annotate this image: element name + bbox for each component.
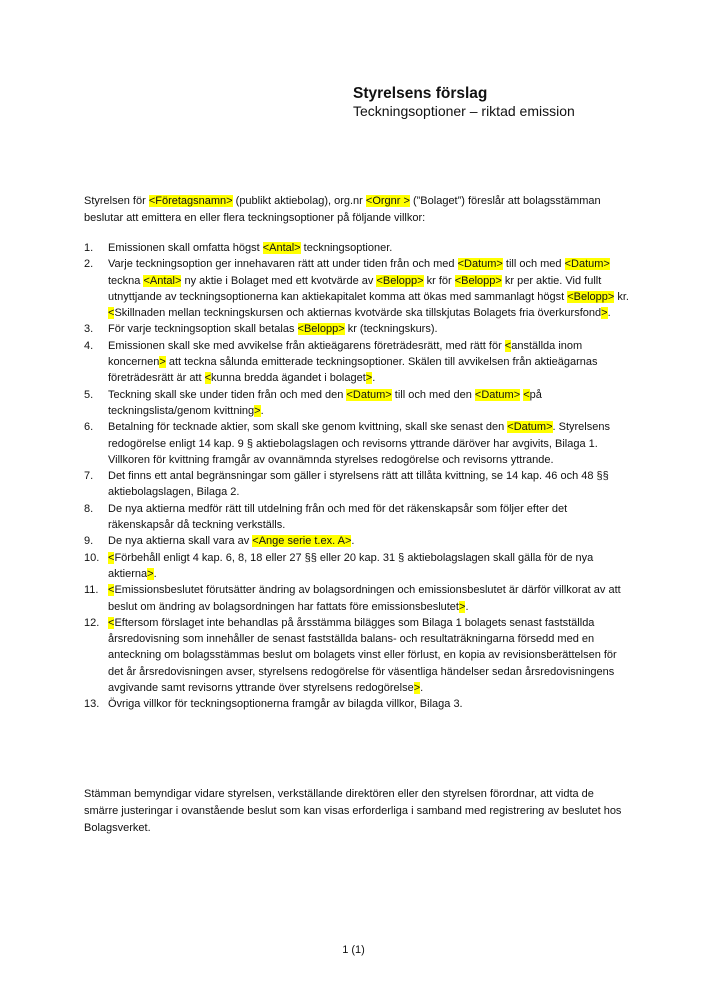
placeholder-highlight: <Datum> <box>474 388 521 401</box>
page-subtitle: Teckningsoptioner – riktad emission <box>353 103 575 119</box>
list-item-number: 10. <box>84 551 100 564</box>
placeholder-highlight: <Datum> <box>564 258 610 271</box>
text-run: Varje teckningsoption ger innehavaren rätt att under tiden från och med <box>108 258 458 271</box>
list-item <box>84 419 629 468</box>
list-item-text <box>108 698 463 710</box>
list-item <box>84 533 629 549</box>
placeholder-highlight: < <box>204 372 212 385</box>
text-run: . <box>260 404 264 417</box>
placeholder-highlight: > <box>459 600 466 613</box>
text-run: Det finns ett antal begränsningar som gäller i styrelsens rätt att tillåta kvittning, se 14 kap. 46 och 48 §§ aktiebolagslagen, Bilaga 2. <box>108 470 609 499</box>
placeholder-highlight: <Datum> <box>346 388 392 401</box>
list-item-text <box>108 584 621 612</box>
closing-paragraph: Stämman bemyndigar vidare styrelsen, verkställande direktören eller den styrelsen förordnar, att vidta de smärre justeringar i ovanstående beslut som kan visas erforderliga i samband med registrering av beslutet hos Bolagsverket. <box>84 788 622 834</box>
list-item <box>84 338 629 387</box>
text-run: De nya aktierna skall vara av <box>108 535 253 548</box>
text-run: . Styrelsens redogörelse enligt 14 kap. 9 § aktiebolagslagen och revisorns yttrande däröver har avgivits, Bilaga 1. Villkoren för kvittning framgår av ovannämnda styrelses redogörelse och revisorns yttrande. <box>108 421 610 466</box>
list-item-number: 8. <box>84 502 94 515</box>
text-run: Emissionen skall omfatta högst <box>108 242 263 254</box>
text-run: . <box>153 567 157 580</box>
placeholder-highlight: <Företagsnamn> <box>148 195 233 207</box>
text-run: till och med den <box>391 388 475 401</box>
text-run: kr för <box>423 274 455 287</box>
list-item-number: 11. <box>84 584 99 597</box>
list-item <box>84 468 629 501</box>
page-number: 1 (1) <box>342 944 365 956</box>
list-item <box>84 615 629 696</box>
placeholder-highlight: <Ange serie t.ex. A> <box>252 535 352 548</box>
placeholder-highlight: < <box>108 584 115 597</box>
list-item-number: 9. <box>84 535 94 548</box>
list-item-text <box>108 421 610 466</box>
list-item-number: 12. <box>84 616 100 629</box>
text-run: kr. <box>614 290 629 303</box>
placeholder-highlight: < <box>504 339 512 352</box>
conditions-list <box>84 240 629 713</box>
list-item-number: 13. <box>84 698 100 711</box>
list-item <box>84 550 629 583</box>
list-item <box>84 240 629 256</box>
text-run: Betalning för tecknade aktier, som skall ske genom kvittning, skall ske senast den <box>108 421 508 434</box>
text-run: . <box>420 682 424 695</box>
text-run: . <box>607 307 611 320</box>
placeholder-highlight: <Belopp> <box>454 274 502 287</box>
placeholder-highlight: <Orgnr > <box>365 195 410 207</box>
placeholder-highlight: < <box>108 616 115 629</box>
placeholder-highlight: < <box>523 388 530 401</box>
placeholder-highlight: > <box>254 404 261 417</box>
list-item-text <box>108 242 392 254</box>
list-item-number: 7. <box>84 470 94 483</box>
page-title: Styrelsens förslag <box>353 85 488 102</box>
list-item-text <box>108 535 354 547</box>
text-run: kr per aktie. Vid fullt utnyttjande av teckningsoptionerna kan aktiekapitalet komma att ökas med sammanlagt högst <box>108 274 602 303</box>
list-item-text <box>108 503 567 531</box>
text-run: att teckna sålunda emitterade teckningsoptioner. Skälen till avvikelsen från aktieägarnas företrädesrätt är att <box>108 356 598 385</box>
text-run: Styrelsen för <box>84 195 149 207</box>
text-run: Skillnaden mellan teckningskursen och aktiernas kvotvärde ska tillskjutas Bolagets fria överkursfond <box>114 307 602 320</box>
list-item-number: 4. <box>84 339 94 352</box>
text-run: För varje teckningsoption skall betalas <box>108 323 298 336</box>
placeholder-highlight: <Datum> <box>507 421 553 434</box>
list-item <box>84 387 629 420</box>
list-item-number: 3. <box>84 323 94 336</box>
text-run: på teckningslista/genom kvittning <box>108 388 542 417</box>
text-run: Förbehåll enligt 4 kap. 6, 8, 18 eller 27 §§ eller 20 kap. 31 § aktiebolagslagen skall gälla för de nya aktierna <box>108 551 594 580</box>
text-run: . <box>465 600 469 613</box>
list-item-number: 2. <box>84 258 94 271</box>
text-run: teckna <box>108 274 144 287</box>
list-item <box>84 256 629 321</box>
text-run: De nya aktierna medför rätt till utdelning från och med för det räkenskapsår som följer efter det räkenskapsår då teckning verkställs. <box>108 502 568 532</box>
text-run: (”Bolaget”) föreslår att bolagsstämman beslutar att emittera en eller flera teckningsoptioner på följande villkor: <box>84 195 601 224</box>
placeholder-highlight: > <box>413 682 421 695</box>
title-block <box>353 84 575 120</box>
text-run: . <box>372 372 376 385</box>
text-run: Emissionen skall ske med avvikelse från aktieägarens företrädesrätt, med rätt för <box>108 339 505 352</box>
list-item <box>84 582 629 615</box>
placeholder-highlight: > <box>147 567 154 580</box>
placeholder-highlight: <Antal> <box>143 274 182 287</box>
text-run: Emissionsbeslutet förutsätter ändring av bolagsordningen och emissionsbeslutet är därför villkorat av att beslut om ändring av bolagsordningen har fattats före emissionsbeslutet <box>108 584 621 613</box>
text-run: anställda inom koncernen <box>108 339 583 369</box>
list-item-text <box>108 470 609 498</box>
placeholder-highlight: < <box>108 551 115 564</box>
placeholder-highlight: <Antal> <box>262 242 301 254</box>
text-run: Teckning skall ske under tiden från och med den <box>108 388 347 401</box>
placeholder-highlight: <Datum> <box>457 258 503 271</box>
text-run: teckningsoptioner. <box>300 242 393 254</box>
text-run: . <box>351 535 355 548</box>
list-item-text <box>108 258 629 319</box>
list-item-text <box>108 340 598 385</box>
text-run: kunna bredda ägandet i bolaget <box>211 372 366 385</box>
text-run: till och med <box>502 258 565 271</box>
list-item-number: 1. <box>84 242 94 254</box>
intro-paragraph <box>84 193 629 227</box>
placeholder-highlight: <Belopp> <box>297 323 345 336</box>
list-item-text <box>108 389 542 417</box>
list-item-text <box>108 617 617 694</box>
list-item <box>84 696 629 712</box>
list-item <box>84 321 629 337</box>
placeholder-highlight: > <box>159 356 166 369</box>
text-run: kr (teckningskurs). <box>344 323 438 336</box>
list-item-text <box>108 552 593 580</box>
placeholder-highlight: > <box>601 307 608 320</box>
list-item-number: 6. <box>84 421 94 434</box>
placeholder-highlight: <Belopp> <box>376 274 424 287</box>
placeholder-highlight: < <box>108 307 115 320</box>
text-run: Övriga villkor för teckningsoptionerna framgår av bilagda villkor, Bilaga 3. <box>108 698 463 711</box>
text-run: (publikt aktiebolag), org.nr <box>232 195 366 207</box>
placeholder-highlight: <Belopp> <box>567 290 615 303</box>
list-item-number: 5. <box>84 388 94 401</box>
text-run: Eftersom förslaget inte behandlas på årsstämma bilägges som Bilaga 1 bolagets senast fastställda årsredovisning som innehåller de senast fastställda balans- och resultaträkningarna försedd med en anteckning om bolagsstämmas beslut om bolagets vinst eller förlust, en kopia av revisionsberättelsen för det år årsredovisningen avser, styrelsens redogörelse för väsentliga händelser sedan årsredovisningens avgivande samt revisorns yttrande över styrelsens redogörelse <box>108 616 617 695</box>
text-run: ny aktie i Bolaget med ett kvotvärde av <box>181 274 377 287</box>
list-item <box>84 501 629 534</box>
placeholder-highlight: > <box>365 372 373 385</box>
list-item-text <box>108 323 438 335</box>
